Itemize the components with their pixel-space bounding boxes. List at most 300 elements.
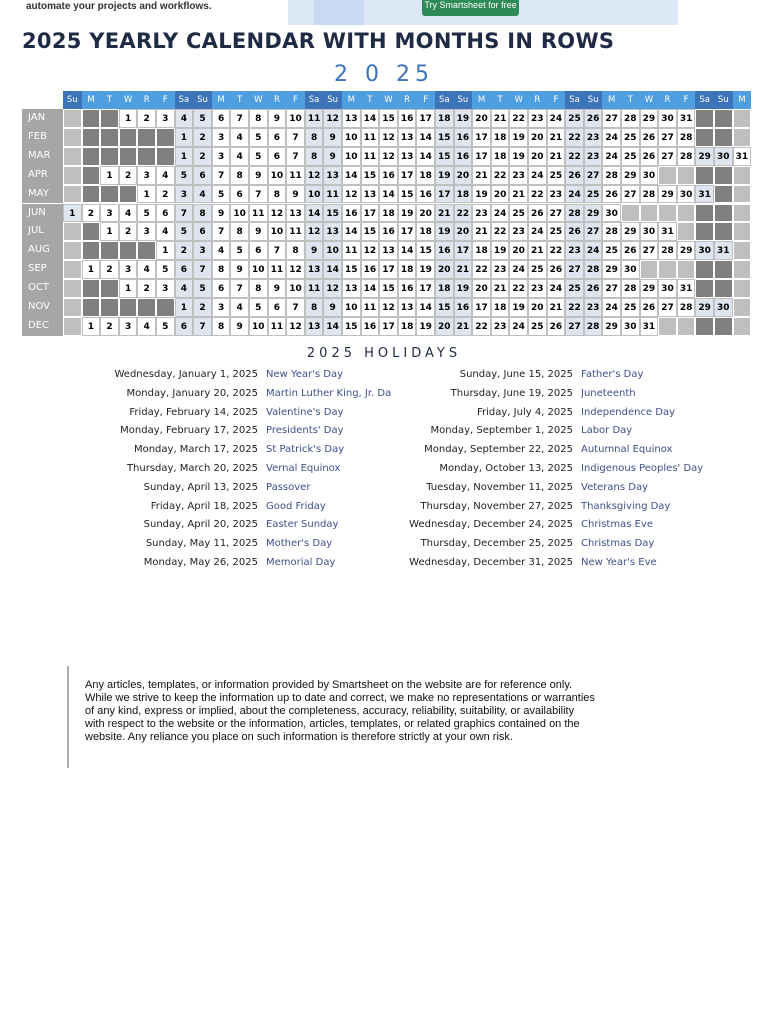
holiday-date: Wednesday, December 24, 2025 xyxy=(409,519,573,531)
empty-cell xyxy=(640,260,659,279)
day-cell: 4 xyxy=(230,128,249,147)
day-cell: 18 xyxy=(491,147,510,166)
day-cell: 2 xyxy=(137,109,156,128)
day-cell: 26 xyxy=(640,128,659,147)
day-cell: 11 xyxy=(286,222,305,241)
day-cell: 18 xyxy=(416,222,435,241)
day-cell: 7 xyxy=(175,204,194,223)
day-cell: 14 xyxy=(416,298,435,317)
holiday-row xyxy=(0,441,673,459)
day-cell: 23 xyxy=(528,279,547,298)
holiday-date: Thursday, November 27, 2025 xyxy=(420,500,573,512)
empty-cell xyxy=(63,222,82,241)
day-cell: 3 xyxy=(212,128,231,147)
day-cell: 6 xyxy=(249,241,268,260)
empty-cell xyxy=(695,204,714,223)
empty-cell xyxy=(658,204,677,223)
holiday-row xyxy=(0,404,676,422)
day-header: T xyxy=(100,91,119,109)
day-cell: 4 xyxy=(137,317,156,336)
day-cell: 20 xyxy=(454,166,473,185)
day-cell: 21 xyxy=(547,147,566,166)
month-label: JUN xyxy=(22,204,63,223)
day-cell: 10 xyxy=(268,166,287,185)
day-cell: 30 xyxy=(621,260,640,279)
day-cell: 29 xyxy=(695,298,714,317)
day-cell: 28 xyxy=(565,204,584,223)
empty-cell xyxy=(137,147,156,166)
day-cell: 5 xyxy=(249,298,268,317)
empty-cell xyxy=(695,109,714,128)
empty-cell xyxy=(714,166,733,185)
day-header: Sa xyxy=(305,91,324,109)
empty-cell xyxy=(733,204,752,223)
holiday-name: Christmas Day xyxy=(581,538,655,550)
empty-cell xyxy=(714,279,733,298)
day-cell: 4 xyxy=(175,109,194,128)
holiday-row xyxy=(0,460,704,478)
day-cell: 10 xyxy=(286,279,305,298)
empty-cell xyxy=(82,185,101,204)
empty-cell xyxy=(621,204,640,223)
day-cell: 8 xyxy=(249,279,268,298)
holiday-name: Memorial Day xyxy=(266,557,336,568)
disclaimer-text: Any articles, templates, or information provided by Smartsheet on the website are for reference only. While we strive to keep the information up to date and correct, we make no representations or warranties of any kind, express or implied, about the completeness, accuracy, reliability, suitability, or availability with respect to the website or the information, articles, templates, or related graphics contained on the website. Any reliance you place on such information is therefore strictly at your own risk. xyxy=(85,679,595,743)
day-cell: 31 xyxy=(714,241,733,260)
day-cell: 6 xyxy=(175,260,194,279)
day-cell: 2 xyxy=(156,185,175,204)
day-cell: 23 xyxy=(584,298,603,317)
day-cell: 23 xyxy=(565,241,584,260)
day-cell: 27 xyxy=(602,109,621,128)
holiday-date: Monday, October 13, 2025 xyxy=(439,463,573,474)
day-cell: 12 xyxy=(305,222,324,241)
month-label: AUG xyxy=(22,241,63,260)
day-header: R xyxy=(268,91,287,109)
empty-cell xyxy=(714,260,733,279)
day-cell: 25 xyxy=(602,241,621,260)
day-cell: 17 xyxy=(472,128,491,147)
day-cell: 6 xyxy=(193,222,212,241)
day-cell: 3 xyxy=(137,222,156,241)
empty-cell xyxy=(63,147,82,166)
day-cell: 6 xyxy=(268,128,287,147)
day-cell: 12 xyxy=(323,279,342,298)
empty-cell xyxy=(714,222,733,241)
holiday-name: Presidents' Day xyxy=(266,425,344,437)
day-cell: 26 xyxy=(565,166,584,185)
day-cell: 20 xyxy=(472,279,491,298)
day-cell: 14 xyxy=(416,128,435,147)
day-cell: 24 xyxy=(509,317,528,336)
day-cell: 21 xyxy=(454,317,473,336)
day-cell: 31 xyxy=(677,109,696,128)
day-cell: 23 xyxy=(472,204,491,223)
day-cell: 26 xyxy=(602,185,621,204)
day-cell: 6 xyxy=(156,204,175,223)
day-cell: 7 xyxy=(286,147,305,166)
empty-cell xyxy=(695,317,714,336)
day-header: M xyxy=(733,91,752,109)
day-cell: 29 xyxy=(695,147,714,166)
day-cell: 31 xyxy=(733,147,752,166)
holiday-date: Wednesday, December 31, 2025 xyxy=(409,557,573,568)
empty-cell xyxy=(82,279,101,298)
day-cell: 2 xyxy=(100,317,119,336)
day-cell: 4 xyxy=(119,204,138,223)
day-cell: 12 xyxy=(268,204,287,223)
disclaimer-bar xyxy=(67,666,69,768)
day-cell: 18 xyxy=(398,260,417,279)
empty-cell xyxy=(677,317,696,336)
day-cell: 27 xyxy=(658,298,677,317)
day-cell: 15 xyxy=(361,222,380,241)
holiday-name: Father's Day xyxy=(581,369,644,380)
day-cell: 24 xyxy=(509,260,528,279)
day-cell: 25 xyxy=(621,147,640,166)
day-cell: 14 xyxy=(361,109,380,128)
day-cell: 24 xyxy=(491,204,510,223)
empty-cell xyxy=(100,298,119,317)
day-cell: 8 xyxy=(193,204,212,223)
month-label: DEC xyxy=(22,317,63,336)
empty-cell xyxy=(137,128,156,147)
day-header: M xyxy=(212,91,231,109)
day-cell: 26 xyxy=(547,317,566,336)
day-cell: 16 xyxy=(398,109,417,128)
yearly-calendar-grid xyxy=(22,91,747,334)
day-cell: 30 xyxy=(602,204,621,223)
day-cell: 9 xyxy=(212,204,231,223)
day-cell: 29 xyxy=(584,204,603,223)
empty-cell xyxy=(733,241,752,260)
day-cell: 24 xyxy=(602,128,621,147)
day-cell: 4 xyxy=(212,241,231,260)
empty-cell xyxy=(156,147,175,166)
day-cell: 6 xyxy=(268,298,287,317)
day-cell: 27 xyxy=(658,128,677,147)
day-cell: 19 xyxy=(472,185,491,204)
day-cell: 12 xyxy=(323,109,342,128)
day-cell: 20 xyxy=(435,260,454,279)
empty-cell xyxy=(100,279,119,298)
empty-cell xyxy=(658,317,677,336)
day-cell: 9 xyxy=(323,128,342,147)
holiday-date: Sunday, June 15, 2025 xyxy=(459,369,573,380)
day-cell: 25 xyxy=(565,279,584,298)
day-cell: 3 xyxy=(100,204,119,223)
day-cell: 2 xyxy=(193,298,212,317)
day-cell: 5 xyxy=(193,279,212,298)
month-label: NOV xyxy=(22,298,63,317)
day-cell: 1 xyxy=(100,222,119,241)
day-cell: 30 xyxy=(714,298,733,317)
month-label: APR xyxy=(22,166,63,185)
empty-cell xyxy=(677,222,696,241)
day-cell: 25 xyxy=(528,260,547,279)
day-cell: 23 xyxy=(491,260,510,279)
day-cell: 19 xyxy=(454,109,473,128)
day-cell: 13 xyxy=(398,147,417,166)
empty-cell xyxy=(100,109,119,128)
day-cell: 24 xyxy=(547,109,566,128)
empty-cell xyxy=(733,185,752,204)
holiday-name: Mother's Day xyxy=(266,538,333,550)
empty-cell xyxy=(714,204,733,223)
day-cell: 27 xyxy=(602,279,621,298)
month-label: JAN xyxy=(22,109,63,128)
day-cell: 9 xyxy=(305,241,324,260)
day-cell: 2 xyxy=(119,222,138,241)
day-cell: 24 xyxy=(602,298,621,317)
empty-cell xyxy=(82,147,101,166)
day-header: Sa xyxy=(435,91,454,109)
empty-cell xyxy=(63,109,82,128)
empty-cell xyxy=(733,109,752,128)
day-cell: 20 xyxy=(528,128,547,147)
day-cell: 4 xyxy=(156,222,175,241)
day-cell: 7 xyxy=(249,185,268,204)
day-header: R xyxy=(398,91,417,109)
day-cell: 20 xyxy=(454,222,473,241)
day-cell: 19 xyxy=(509,298,528,317)
day-cell: 7 xyxy=(230,279,249,298)
day-cell: 31 xyxy=(658,222,677,241)
day-cell: 29 xyxy=(640,279,659,298)
day-cell: 12 xyxy=(379,298,398,317)
day-cell: 21 xyxy=(435,204,454,223)
day-cell: 30 xyxy=(640,222,659,241)
day-header: Sa xyxy=(695,91,714,109)
empty-cell xyxy=(82,109,101,128)
day-cell: 11 xyxy=(361,128,380,147)
day-cell: 18 xyxy=(491,128,510,147)
day-cell: 26 xyxy=(528,204,547,223)
day-cell: 14 xyxy=(323,317,342,336)
empty-cell xyxy=(63,279,82,298)
day-cell: 27 xyxy=(547,204,566,223)
day-cell: 25 xyxy=(509,204,528,223)
day-cell: 31 xyxy=(695,185,714,204)
day-cell: 15 xyxy=(379,109,398,128)
day-cell: 11 xyxy=(305,279,324,298)
day-cell: 22 xyxy=(547,241,566,260)
day-cell: 15 xyxy=(435,128,454,147)
day-cell: 14 xyxy=(379,185,398,204)
day-cell: 1 xyxy=(82,260,101,279)
day-cell: 1 xyxy=(100,166,119,185)
day-cell: 31 xyxy=(640,317,659,336)
day-cell: 22 xyxy=(565,128,584,147)
day-header: W xyxy=(119,91,138,109)
day-cell: 21 xyxy=(528,241,547,260)
try-smartsheet-button[interactable]: Try Smartsheet for free xyxy=(422,0,519,16)
page-title: 2025 YEARLY CALENDAR WITH MONTHS IN ROWS xyxy=(22,29,615,53)
holiday-name: Martin Luther King, Jr. Da xyxy=(266,387,392,399)
holiday-date: Friday, July 4, 2025 xyxy=(477,406,573,418)
day-cell: 17 xyxy=(416,279,435,298)
day-cell: 4 xyxy=(175,279,194,298)
empty-cell xyxy=(119,298,138,317)
holiday-date: Monday, March 17, 2025 xyxy=(133,444,258,456)
day-cell: 17 xyxy=(361,204,380,223)
day-cell: 26 xyxy=(547,260,566,279)
holiday-name: Labor Day xyxy=(581,425,633,437)
day-cell: 1 xyxy=(175,128,194,147)
day-cell: 28 xyxy=(677,147,696,166)
empty-cell xyxy=(156,128,175,147)
day-cell: 10 xyxy=(342,147,361,166)
day-cell: 5 xyxy=(249,147,268,166)
day-cell: 24 xyxy=(584,241,603,260)
day-cell: 16 xyxy=(361,260,380,279)
day-cell: 10 xyxy=(230,204,249,223)
empty-cell xyxy=(714,109,733,128)
empty-cell xyxy=(63,317,82,336)
day-cell: 19 xyxy=(454,279,473,298)
day-header: Su xyxy=(714,91,733,109)
day-cell: 14 xyxy=(398,241,417,260)
day-cell: 26 xyxy=(565,222,584,241)
day-header: T xyxy=(230,91,249,109)
holiday-date: Sunday, April 13, 2025 xyxy=(143,481,258,493)
empty-cell xyxy=(137,241,156,260)
day-cell: 9 xyxy=(268,109,287,128)
empty-cell xyxy=(677,260,696,279)
month-label: MAR xyxy=(22,147,63,166)
day-cell: 2 xyxy=(119,166,138,185)
day-cell: 18 xyxy=(379,204,398,223)
holiday-row xyxy=(0,554,657,572)
day-cell: 30 xyxy=(695,241,714,260)
holidays-title: 2025 HOLIDAYS xyxy=(306,346,462,361)
day-cell: 13 xyxy=(342,279,361,298)
day-cell: 10 xyxy=(268,222,287,241)
holiday-name: Christmas Eve xyxy=(581,519,653,531)
day-cell: 20 xyxy=(435,317,454,336)
day-cell: 8 xyxy=(249,109,268,128)
day-cell: 12 xyxy=(379,147,398,166)
holiday-date: Thursday, December 25, 2025 xyxy=(420,538,573,550)
day-header: M xyxy=(342,91,361,109)
day-cell: 26 xyxy=(621,241,640,260)
day-cell: 4 xyxy=(156,166,175,185)
day-cell: 20 xyxy=(491,185,510,204)
holiday-row xyxy=(0,516,653,534)
day-cell: 21 xyxy=(454,260,473,279)
day-cell: 16 xyxy=(398,279,417,298)
holiday-name: Good Friday xyxy=(266,500,326,512)
day-cell: 10 xyxy=(323,241,342,260)
day-cell: 8 xyxy=(212,317,231,336)
day-header: W xyxy=(640,91,659,109)
day-cell: 5 xyxy=(193,109,212,128)
day-cell: 18 xyxy=(416,166,435,185)
holiday-date: Friday, April 18, 2025 xyxy=(150,500,258,512)
day-cell: 12 xyxy=(379,128,398,147)
day-cell: 15 xyxy=(435,147,454,166)
day-cell: 12 xyxy=(286,317,305,336)
day-cell: 9 xyxy=(268,279,287,298)
day-cell: 19 xyxy=(416,260,435,279)
empty-cell xyxy=(82,128,101,147)
day-cell: 13 xyxy=(305,260,324,279)
day-cell: 5 xyxy=(156,260,175,279)
holiday-row xyxy=(0,422,633,440)
day-cell: 26 xyxy=(584,279,603,298)
day-cell: 21 xyxy=(491,279,510,298)
holiday-date: Monday, January 20, 2025 xyxy=(126,387,258,399)
empty-cell xyxy=(695,128,714,147)
holiday-name: Thanksgiving Day xyxy=(581,500,671,512)
day-cell: 5 xyxy=(249,128,268,147)
month-label: OCT xyxy=(22,279,63,298)
day-cell: 9 xyxy=(230,260,249,279)
day-cell: 8 xyxy=(305,298,324,317)
day-cell: 8 xyxy=(230,222,249,241)
holiday-row xyxy=(0,535,655,553)
day-cell: 6 xyxy=(268,147,287,166)
day-cell: 17 xyxy=(398,166,417,185)
day-cell: 13 xyxy=(323,222,342,241)
day-cell: 2 xyxy=(175,241,194,260)
day-cell: 25 xyxy=(621,128,640,147)
day-cell: 11 xyxy=(361,147,380,166)
holiday-date: Monday, September 22, 2025 xyxy=(424,444,573,456)
day-cell: 1 xyxy=(119,109,138,128)
empty-cell xyxy=(658,166,677,185)
day-cell: 2 xyxy=(82,204,101,223)
empty-cell xyxy=(63,298,82,317)
day-cell: 30 xyxy=(640,166,659,185)
day-cell: 13 xyxy=(323,166,342,185)
day-cell: 11 xyxy=(342,241,361,260)
day-cell: 6 xyxy=(212,109,231,128)
day-cell: 15 xyxy=(398,185,417,204)
day-cell: 24 xyxy=(528,222,547,241)
empty-cell xyxy=(733,279,752,298)
day-cell: 27 xyxy=(565,317,584,336)
day-cell: 8 xyxy=(305,147,324,166)
day-cell: 10 xyxy=(286,109,305,128)
day-cell: 14 xyxy=(361,279,380,298)
day-cell: 15 xyxy=(361,166,380,185)
day-cell: 14 xyxy=(342,166,361,185)
holiday-date: Thursday, June 19, 2025 xyxy=(450,387,573,399)
day-cell: 7 xyxy=(286,298,305,317)
empty-cell xyxy=(63,166,82,185)
day-cell: 17 xyxy=(454,241,473,260)
empty-cell xyxy=(100,241,119,260)
day-cell: 19 xyxy=(491,241,510,260)
day-cell: 28 xyxy=(584,260,603,279)
day-cell: 15 xyxy=(323,204,342,223)
day-header: Sa xyxy=(175,91,194,109)
day-cell: 21 xyxy=(509,185,528,204)
month-label: MAY xyxy=(22,185,63,204)
day-cell: 6 xyxy=(175,317,194,336)
day-cell: 22 xyxy=(472,317,491,336)
holiday-date: Wednesday, January 1, 2025 xyxy=(114,369,258,380)
day-cell: 7 xyxy=(212,222,231,241)
day-header: T xyxy=(361,91,380,109)
empty-cell xyxy=(100,147,119,166)
empty-cell xyxy=(82,241,101,260)
day-cell: 25 xyxy=(565,109,584,128)
day-cell: 30 xyxy=(714,147,733,166)
day-cell: 28 xyxy=(584,317,603,336)
day-cell: 3 xyxy=(119,260,138,279)
